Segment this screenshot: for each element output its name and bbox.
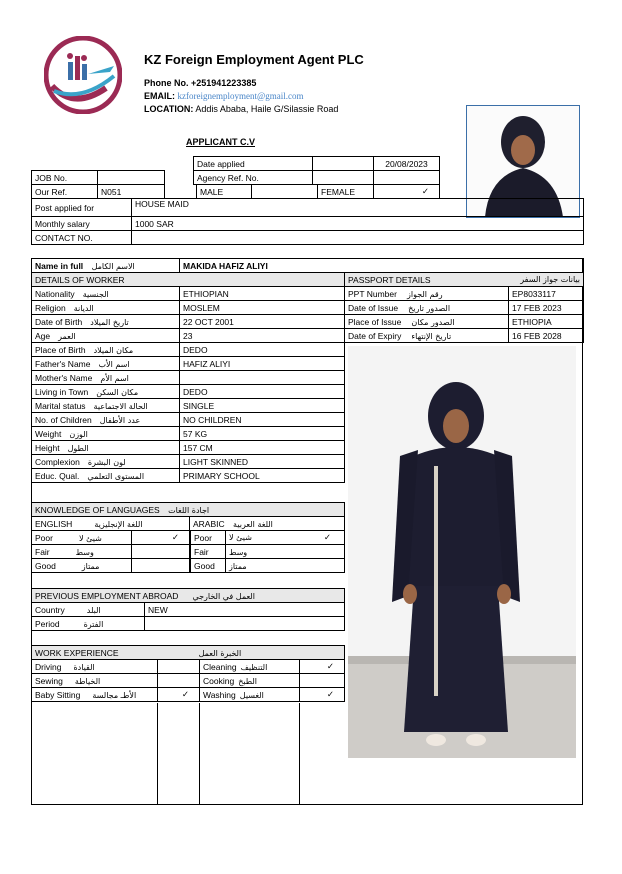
passport-table [344,272,584,343]
company-location: LOCATION: Addis Ababa, Haile G/Silassie Road [144,104,339,114]
arabic-level-check: شيئ لا ✓ [226,531,345,545]
work-skill-label: Sewing الخياطة [32,674,158,688]
post-value: HOUSE MAID [132,199,584,217]
company-email: EMAIL: kzforeignemployment@gmail.com [144,91,304,101]
arabic-level-check: ممتاز [226,559,345,573]
gender-table [196,184,440,199]
english-level-label: Poor شيئ لا [32,531,132,545]
detail-label: Mother's Name اسم الأم [32,371,180,385]
english-level-label: Good ممتاز [32,559,132,573]
passport-label: Place of Issue الصدور مكان [345,315,509,329]
name-label: Name in full الاسم الكامل [32,259,180,273]
work-skill-check: ✓ [300,688,345,702]
company-name: KZ Foreign Employment Agent PLC [144,52,364,67]
country-label: Country البلد [32,603,145,617]
passport-value: EP8033117 [509,287,584,301]
name-table [31,258,584,273]
detail-label: Nationality الجنسية [32,287,180,301]
our-ref-label: Our Ref. [32,185,98,199]
detail-label: Religion الديانة [32,301,180,315]
previous-heading: PREVIOUS EMPLOYMENT ABROAD العمل في الخارجي [32,589,345,603]
job-ref-table [31,170,165,199]
detail-label: Place of Birth مكان الميلاد [32,343,180,357]
english-level-check [132,559,190,573]
salary-label: Monthly salary [32,217,132,231]
work-divider-3 [299,703,300,805]
passport-value: 17 FEB 2023 [509,301,584,315]
detail-value: HAFIZ ALIYI [180,357,345,371]
english-level-check: ✓ [132,531,190,545]
work-experience-table [31,645,345,702]
salary-value: 1000 SAR [132,217,584,231]
detail-value: SINGLE [180,399,345,413]
details-table [31,272,345,483]
detail-value: DEDO [180,343,345,357]
detail-value: NO CHILDREN [180,413,345,427]
work-divider-1 [157,703,158,805]
detail-value: 157 CM [180,441,345,455]
detail-label: Complexion لون البشرة [32,455,180,469]
detail-value: PRIMARY SCHOOL [180,469,345,483]
detail-label: Date of Birth تاريخ الميلاد [32,315,180,329]
detail-value: 22 OCT 2001 [180,315,345,329]
work-skill-label: Washing الغسيل [200,688,300,702]
agency-ref-label: Agency Ref. No. [194,171,313,185]
languages-heading: KNOWLEDGE OF LANGUAGES اجادة اللغات [32,503,345,517]
work-skill-label: Cleaning التنظيف [200,660,300,674]
post-salary-table [31,198,584,245]
work-skill-check [158,660,200,674]
detail-value: LIGHT SKINNED [180,455,345,469]
detail-value: ETHIOPIAN [180,287,345,301]
post-label: Post applied for [32,199,132,217]
arabic-level-label: Good [191,559,226,573]
arabic-level-label: Fair [191,545,226,559]
english-level-label: Fair وسط [32,545,132,559]
detail-label: Father's Name اسم الأب [32,357,180,371]
date-applied-label: Date applied [194,157,313,171]
work-divider-2 [199,703,200,805]
arabic-label: ARABIC اللغة العربية [190,517,345,531]
details-heading: DETAILS OF WORKER [32,273,345,287]
work-skill-label: Baby Sitting الأطـ مجالسة [32,688,158,702]
passport-value: ETHIOPIA [509,315,584,329]
languages-table [31,502,345,573]
passport-value: 16 FEB 2028 [509,329,584,343]
company-phone: Phone No. +251941223385 [144,78,257,88]
work-skill-check: ✓ [158,688,200,702]
work-skill-check [300,674,345,688]
passport-label: Date of Issue الصدور تاريخ [345,301,509,315]
english-label: ENGLISH اللغة الإنجليزية [32,517,190,531]
detail-label: Weight الوزن [32,427,180,441]
applicant-full-body-photo [348,346,576,758]
work-skill-check: ✓ [300,660,345,674]
detail-label: Marital status الحالة الاجتماعية [32,399,180,413]
passport-label: PPT Number رقم الجواز [345,287,509,301]
arabic-level-check: وسط [226,545,345,559]
country-value: NEW [145,603,345,617]
detail-label: Height الطول [32,441,180,455]
female-label: FEMALE [318,185,374,199]
detail-label: Educ. Qual. المستوى التعلمي [32,469,180,483]
date-applied-table [193,156,440,185]
female-check: ✓ [374,185,440,199]
contact-label: CONTACT NO. [32,231,132,245]
passport-heading: PASSPORT DETAILS بيانات جواز السفر [345,273,584,287]
arabic-level-label: Poor [191,531,226,545]
detail-value: 23 [180,329,345,343]
detail-value: DEDO [180,385,345,399]
work-skill-check [158,674,200,688]
our-ref-value: N051 [98,185,165,199]
detail-value: MOSLEM [180,301,345,315]
detail-label: Age العمر [32,329,180,343]
date-applied-value: 20/08/2023 [374,157,440,171]
applicant-cv-title: APPLICANT C.V [186,137,256,147]
work-heading: WORK EXPERIENCE الخبرة العمل [32,646,345,660]
work-skill-label: Driving القيادة [32,660,158,674]
name-value: MAKIDA HAFIZ ALIYI [180,259,584,273]
passport-label: Date of Expiry تاريخ الإنتهاء [345,329,509,343]
detail-label: No. of Children عدد الأطفال [32,413,180,427]
work-skill-label: Cooking الطبخ [200,674,300,688]
english-level-check [132,545,190,559]
previous-employment-table [31,588,345,631]
job-no-label: JOB No. [32,171,98,185]
detail-label: Living in Town مكان السكن [32,385,180,399]
company-logo [44,36,122,114]
period-value [145,617,345,631]
detail-value [180,371,345,385]
male-label: MALE [197,185,252,199]
detail-value: 57 KG [180,427,345,441]
period-label: Period الفترة [32,617,145,631]
